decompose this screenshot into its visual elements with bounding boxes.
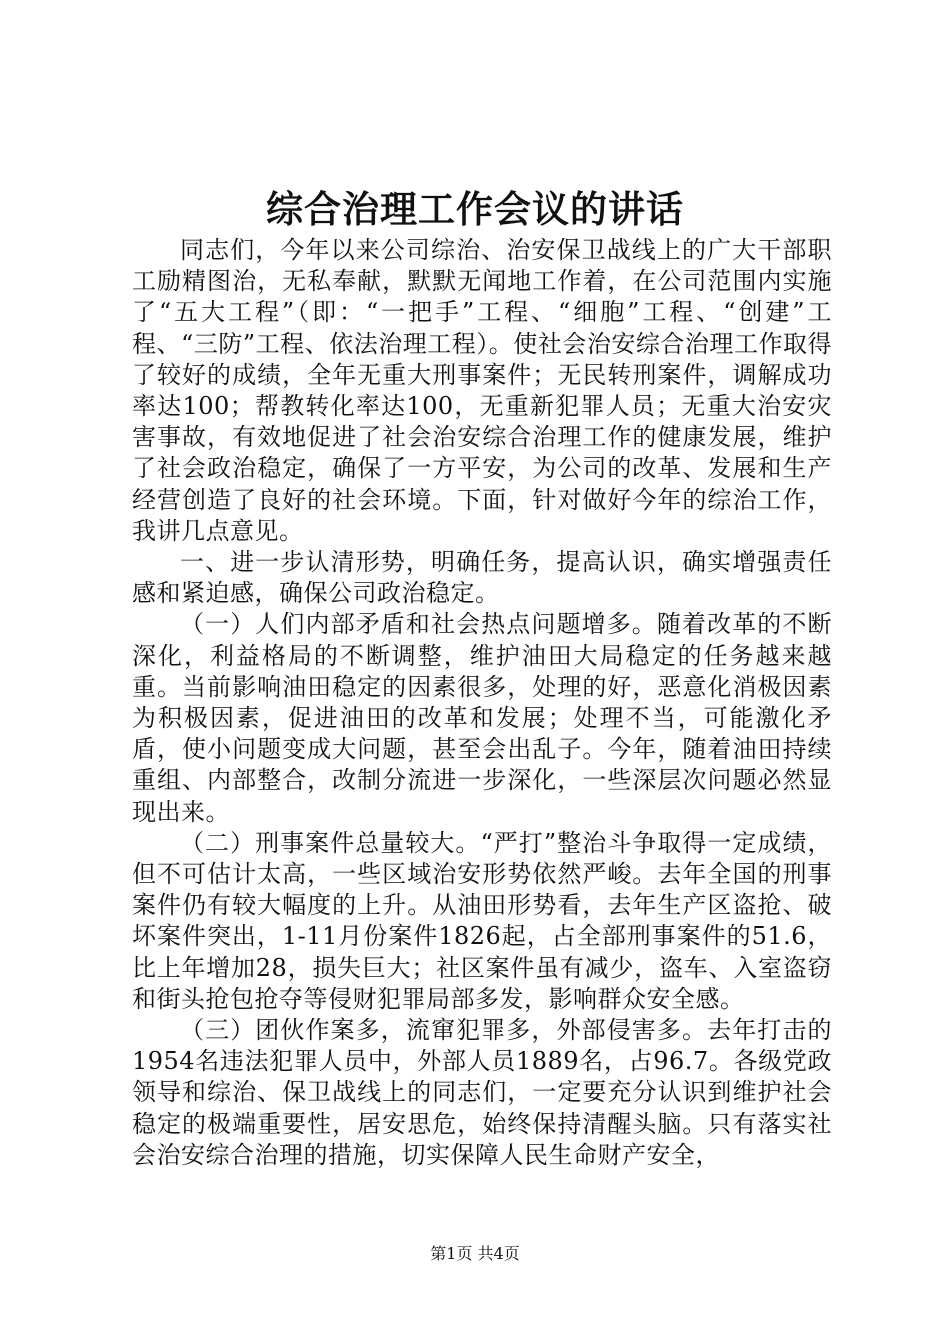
paragraph-point-1: （一）人们内部矛盾和社会热点问题增多。随着改革的不断深化，利益格局的不断调整，维护油田大局稳定的任务越来越重。当前影响油田稳定的因素很多，处理的好，恶意化消极因素为积极因素，促进油田的改革和发展；处理不当，可能激化矛盾，使小问题变成大问题，甚至会出乱子。今年，随着油田持续重组、内部整合，改制分流进一步深化，一些深层次问题必然显现出来。 bbox=[132, 610, 832, 826]
paragraph-section-1-heading: 一、进一步认清形势，明确任务，提高认识，确实增强责任感和紧迫感，确保公司政治稳定。 bbox=[132, 548, 832, 608]
document-body bbox=[132, 235, 832, 1171]
document-title: 综合治理工作会议的讲话 bbox=[266, 187, 684, 231]
paragraph-intro: 同志们，今年以来公司综治、治安保卫战线上的广大干部职工励精图治，无私奉献，默默无闻地工作着，在公司范围内实施了“五大工程”（即：“一把手”工程、“细胞”工程、“创建”工程、“三防”工程、依法治理工程）。使社会治安综合治理工作取得了较好的成绩，全年无重大刑事案件；无民转刑案件，调解成功率达100；帮教转化率达100，无重新犯罪人员；无重大治安灾害事故，有效地促进了社会治安综合治理工作的健康发展，维护了社会政治稳定，确保了一方平安，为公司的改革、发展和生产经营创造了良好的社会环境。下面，针对做好今年的综治工作，我讲几点意见。 bbox=[132, 236, 832, 545]
paragraph-point-2: （二）刑事案件总量较大。“严打”整治斗争取得一定成绩，但不可估计太高，一些区域治安形势依然严峻。去年全国的刑事案件仍有较大幅度的上升。从油田形势看，去年生产区盗抢、破坏案件突出，1-11月份案件1826起，占全部刑事案件的51.6，比上年增加28，损失巨大；社区案件虽有减少，盗车、入室盗窃和街头抢包抢夺等侵财犯罪局部多发，影响群众安全感。 bbox=[132, 828, 832, 1013]
paragraph-point-3: （三）团伙作案多，流窜犯罪多，外部侵害多。去年打击的1954名违法犯罪人员中，外部人员1889名，占96.7。各级党政领导和综治、保卫战线上的同志们，一定要充分认识到维护社会稳定的极端重要性，居安思危，始终保持清醒头脑。只有落实社会治安综合治理的措施，切实保障人民生命财产安全， bbox=[132, 1016, 832, 1169]
page-number-footer: 第1页 共4页 bbox=[430, 1244, 520, 1263]
